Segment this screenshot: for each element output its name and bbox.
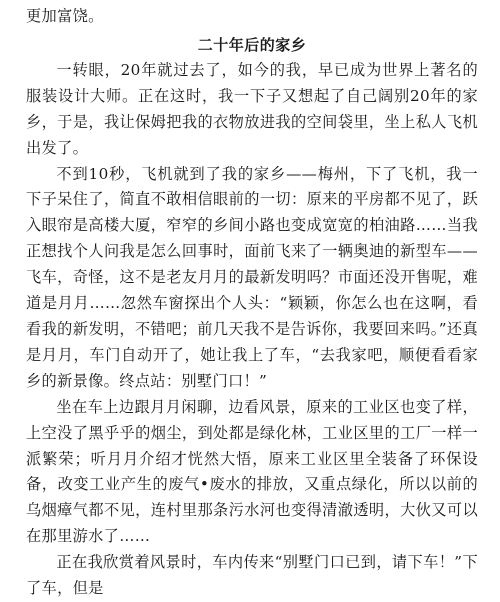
paragraph-2: 不到10秒，飞机就到了我的家乡——梅州，下了飞机，我一下子呆住了，简直不敢相信眼前的一切：原来的平房都不见了，跃入眼帘是高楼大厦，窄窄的乡间小路也变成宽宽的柏油路……当我正想找个人问我是怎么回事时，面前飞来了一辆奥迪的新型车——飞车，奇怪，这不是老友月月的最新发明吗？市面还没开售呢，难道是月月……忽然车窗探出个人头：“颖颖，你怎么也在这啊，看看我的新发明，不错吧；前几天我不是告诉你，我要回来吗。”还真是月月，车门自动开了，她让我上了车，“去我家吧，顺便看看家乡的新景像。终点站：别墅门口！”	[26, 164, 478, 390]
paragraph-1: 一转眼，20年就过去了，如今的我，早已成为世界上著名的服装设计大师。正在这时，我一下子又想起了自己阔别20年的家乡，于是，我让保姆把我的衣物放进我的空间袋里，坐上私人飞机出发了。	[26, 60, 478, 157]
paragraph-4: 正在我欣赏着风景时，车内传来“别墅门口已到，请下车！”下了车，但是	[26, 553, 478, 598]
paragraph-3: 坐在车上边跟月月闲聊，边看风景，原来的工业区也变了样，上空没了黑乎乎的烟尘，到处都是绿化林，工业区里的工厂一样一派繁荣；听月月介绍才恍然大悟，原来工业区里全装备了环保设备，改变工业产生的废气•废水的排放，又重点绿化，所以以前的乌烟瘴气都不见，连村里那条污水河也变得清澈透明，大伙又可以在那里游水了……	[26, 397, 478, 546]
lead-line: 更加富饶。	[26, 7, 104, 25]
essay-title: 二十年后的家乡	[197, 35, 307, 54]
